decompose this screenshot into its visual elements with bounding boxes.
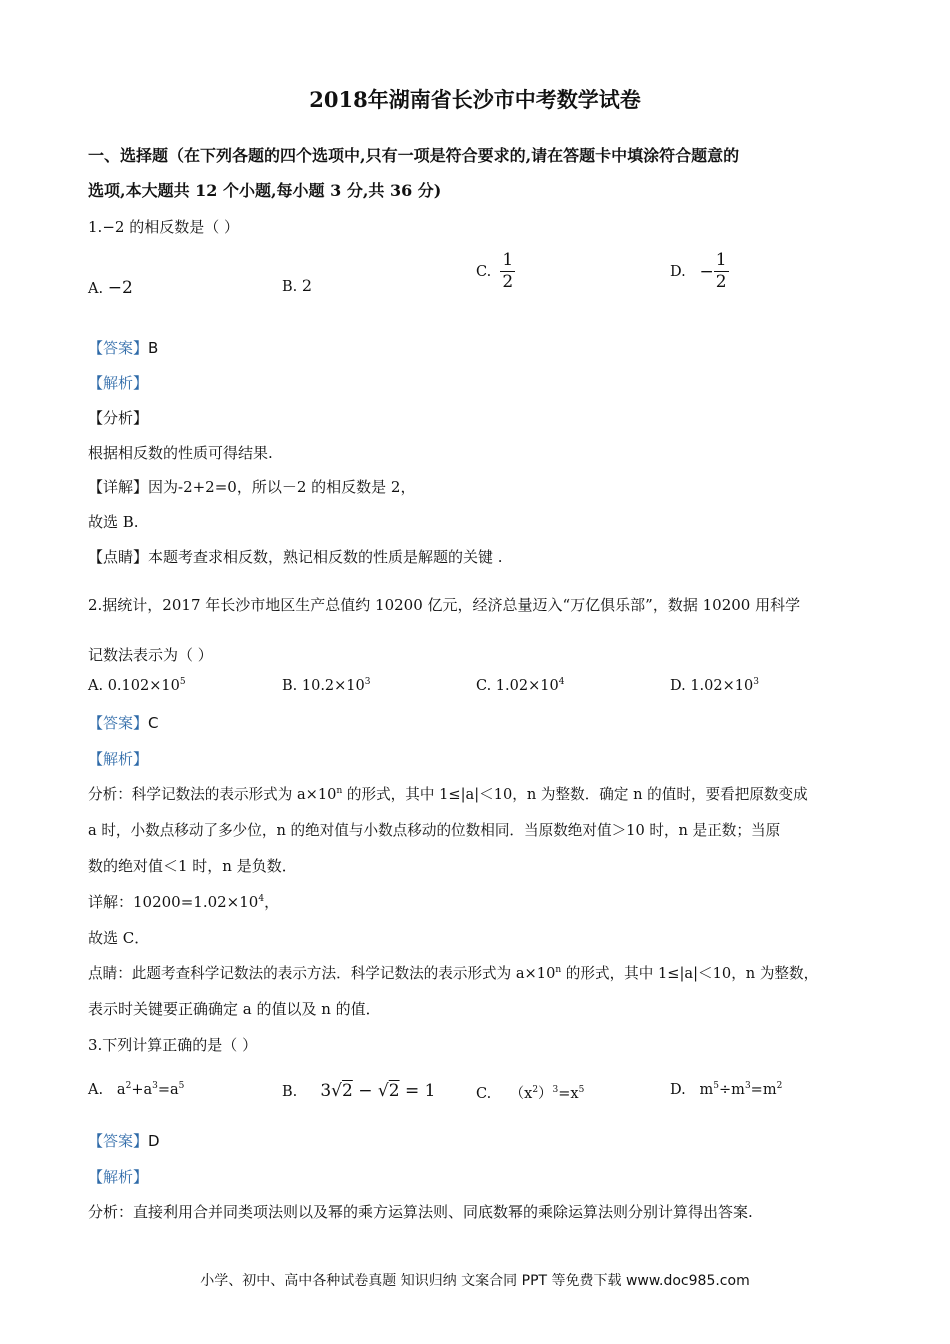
question-3-analysis: 分析：直接利用合并同类项法则以及幂的乘方运算法则、同底数幂的乘除运算法则分别计算得出答案.: [88, 1203, 753, 1221]
question-3-option-b: B. 3√2 − √2 = 1: [282, 1081, 436, 1101]
question-1-answer: 【答案】B: [88, 339, 159, 357]
question-2-option-a: A. $0.102\times 10^5$: [88, 677, 186, 694]
question-1-stem: 1.−2 的相反数是（ ）: [88, 218, 239, 236]
question-2-detail: 详解：$10200=1.02\times 10^4$，: [88, 893, 280, 911]
question-2-choose: 故选 C．: [88, 929, 150, 947]
question-1-option-a: A. −2: [88, 278, 133, 298]
question-1-option-d: D. − $\frac{1}{2}$: [670, 250, 727, 292]
page-footer: 小学、初中、高中各种试卷真题 知识归纳 文案合同 PPT 等免费下载 www.doc985.com: [200, 1273, 750, 1289]
question-2-analysis-tag: 【解析】: [88, 750, 149, 768]
question-1-option-b: B. 2: [282, 276, 313, 295]
question-1-text-line: 故选 B.: [88, 513, 139, 531]
question-1-text-line: 根据相反数的性质可得结果.: [88, 444, 273, 462]
question-3-option-a: A. $a^2+a^3=a^5$: [88, 1081, 185, 1098]
question-2-option-b: B. $10.2\times 10^3$: [282, 677, 371, 694]
question-2-analysis-line3: 数的绝对值＜1 时，n 是负数．: [88, 857, 297, 875]
section-heading-line1: 一、选择题（在下列各题的四个选项中,只有一项是符合要求的,请在答题卡中填涂符合题意的: [88, 146, 740, 165]
question-2-stem-line2: 记数法表示为（ ）: [88, 646, 213, 664]
question-2-answer: 【答案】C: [88, 714, 159, 732]
question-3-stem: 3.下列计算正确的是（ ）: [88, 1036, 258, 1054]
question-2-stem-line1: 2.据统计，2017 年长沙市地区生产总值约 10200 亿元，经济总量迈入“万亿俱乐部”，数据 10200 用科学: [88, 596, 801, 614]
question-1-analysis-tag: 【解析】: [88, 374, 149, 392]
question-1-text-line: 【分析】: [88, 409, 149, 427]
question-2-note-line2: 表示时关键要正确确定 a 的值以及 n 的值．: [88, 1000, 381, 1018]
question-3-option-c: C. $(x^2)^3=x^5$: [476, 1085, 585, 1102]
question-2-analysis-line1: 分析：科学记数法的表示形式为 $a\times 10^n$ 的形式，其中 1≤|a|＜10，n 为整数．确定 n 的值时，要看把原数变成: [88, 786, 808, 803]
question-2-option-d: D. $1.02\times 10^3$: [670, 677, 759, 694]
question-2-note-line1: 点睛：此题考查科学记数法的表示方法．科学记数法的表示形式为 $a\times 10^n$ 的形式，其中 1≤|a|＜10，n 为整数，: [88, 965, 819, 982]
question-2-option-c: C. $1.02\times 10^4$: [476, 677, 565, 694]
question-3-answer: 【答案】D: [88, 1132, 160, 1150]
question-2-analysis-line2: a 时，小数点移动了多少位，n 的绝对值与小数点移动的位数相同．当原数绝对值＞10 时，n 是正数；当原: [88, 822, 781, 839]
question-1-text-line: 【点睛】本题考查求相反数，熟记相反数的性质是解题的关键 .: [88, 548, 503, 566]
question-1-text-line: 【详解】因为-2+2=0，所以－2 的相反数是 2，: [88, 478, 416, 496]
question-3-option-d: D. $m^5\div m^3=m^2$: [670, 1081, 783, 1098]
question-1-option-c: C. $\frac{1}{2}$: [476, 250, 514, 292]
question-3-analysis-tag: 【解析】: [88, 1168, 149, 1186]
section-heading-line2: 选项,本大题共 12 个小题,每小题 3 分,共 36 分): [88, 181, 442, 200]
page-title: 2018年湖南省长沙市中考数学试卷: [309, 87, 641, 112]
